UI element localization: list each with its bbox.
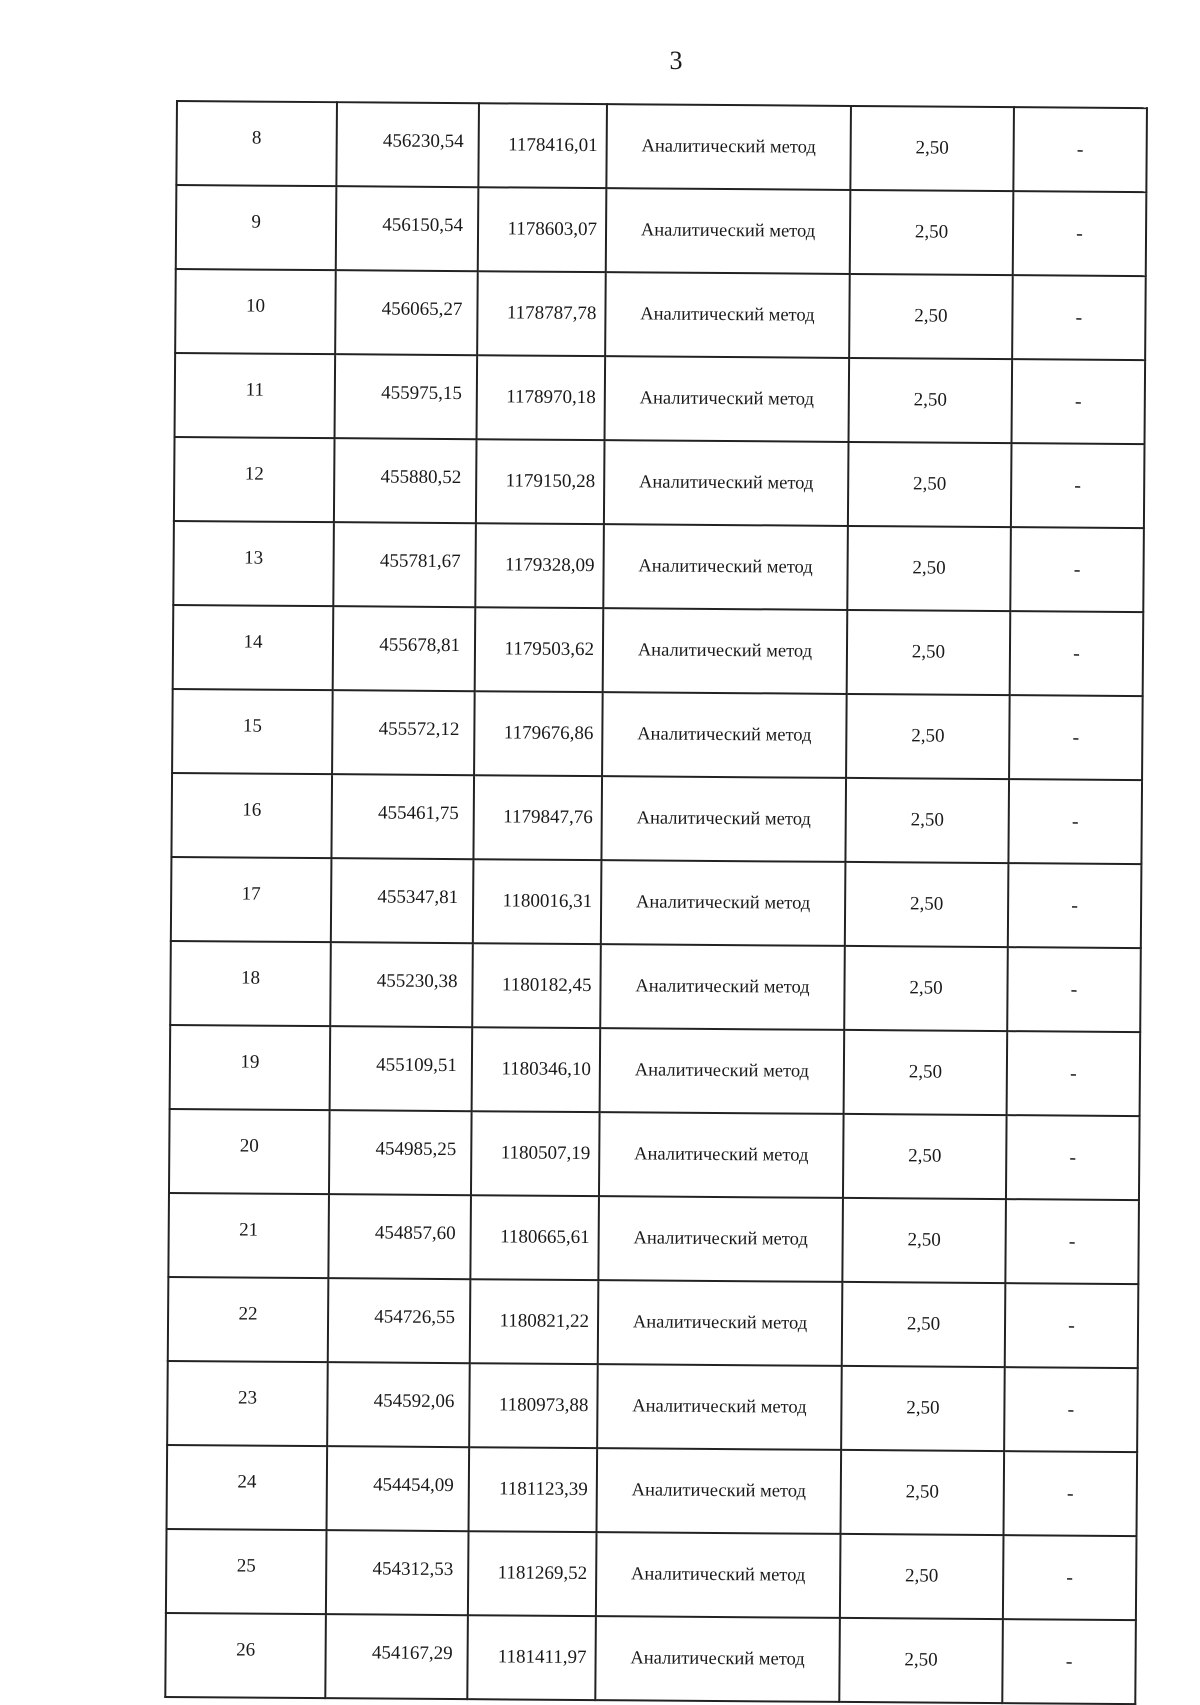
accuracy-cell: 2,50 — [839, 1618, 1003, 1703]
description-cell: - — [1010, 611, 1144, 696]
method-cell: Аналитический метод — [600, 1028, 845, 1114]
description-cell: - — [1002, 1619, 1136, 1704]
description-cell: - — [1009, 695, 1143, 780]
description-cell: - — [1008, 863, 1142, 948]
method-cell: Аналитический метод — [606, 188, 851, 274]
x-coordinate-cell: 454312,53 — [326, 1530, 469, 1615]
accuracy-cell: 2,50 — [845, 778, 1009, 863]
point-number-cell: 25 — [166, 1529, 327, 1614]
accuracy-cell: 2,50 — [843, 1114, 1007, 1199]
x-coordinate-cell: 454592,06 — [327, 1362, 470, 1447]
y-coordinate-cell: 1179847,76 — [473, 775, 602, 860]
table-row — [168, 1193, 1139, 1284]
accuracy-cell: 2,50 — [842, 1282, 1006, 1367]
y-coordinate-cell: 1178970,18 — [477, 355, 606, 440]
description-cell: - — [1007, 1031, 1141, 1116]
point-number-cell: 22 — [168, 1277, 329, 1362]
table-row — [176, 101, 1147, 192]
table-row — [176, 185, 1147, 276]
x-coordinate-cell: 456230,54 — [336, 102, 479, 187]
point-number-cell: 8 — [176, 101, 337, 186]
description-cell: - — [1010, 527, 1144, 612]
description-cell: - — [1004, 1451, 1138, 1536]
method-cell: Аналитический метод — [606, 104, 851, 190]
method-cell: Аналитический метод — [598, 1196, 843, 1282]
y-coordinate-cell: 1180346,10 — [472, 1027, 601, 1112]
description-cell: - — [1004, 1367, 1138, 1452]
table-row — [175, 269, 1146, 360]
y-coordinate-cell: 1178603,07 — [478, 187, 607, 272]
point-number-cell: 23 — [167, 1361, 328, 1446]
page-number: 3 — [669, 46, 683, 75]
y-coordinate-cell: 1179150,28 — [476, 439, 605, 524]
table-row — [167, 1445, 1138, 1536]
y-coordinate-cell: 1180507,19 — [471, 1111, 600, 1196]
description-cell: - — [1008, 779, 1142, 864]
table-row — [169, 1109, 1140, 1200]
x-coordinate-cell: 455461,75 — [331, 774, 474, 859]
description-cell: - — [1007, 947, 1141, 1032]
description-cell: - — [1012, 359, 1146, 444]
table-row — [173, 521, 1144, 612]
description-cell: - — [1005, 1283, 1139, 1368]
x-coordinate-cell: 455572,12 — [332, 690, 475, 775]
method-cell: Аналитический метод — [599, 1112, 844, 1198]
point-number-cell: 24 — [167, 1445, 328, 1530]
point-number-cell: 26 — [165, 1613, 326, 1698]
x-coordinate-cell: 455880,52 — [334, 438, 477, 523]
x-coordinate-cell: 455975,15 — [335, 354, 478, 439]
method-cell: Аналитический метод — [597, 1448, 842, 1534]
x-coordinate-cell: 454726,55 — [328, 1278, 471, 1363]
table-row — [171, 773, 1142, 864]
table-row — [175, 353, 1146, 444]
description-cell: - — [1013, 107, 1147, 192]
description-cell: - — [1013, 191, 1147, 276]
method-cell: Аналитический метод — [595, 1616, 840, 1702]
y-coordinate-cell: 1179328,09 — [475, 523, 604, 608]
method-cell: Аналитический метод — [601, 860, 846, 946]
x-coordinate-cell: 454167,29 — [325, 1614, 468, 1699]
y-coordinate-cell: 1180821,22 — [470, 1279, 599, 1364]
method-cell: Аналитический метод — [600, 944, 845, 1030]
accuracy-cell: 2,50 — [845, 862, 1009, 947]
method-cell: Аналитический метод — [601, 776, 846, 862]
point-number-cell: 12 — [174, 437, 335, 522]
table-row — [170, 941, 1141, 1032]
accuracy-cell: 2,50 — [844, 946, 1008, 1031]
point-number-cell: 14 — [173, 605, 334, 690]
x-coordinate-cell: 454985,25 — [329, 1110, 472, 1195]
table-row — [172, 689, 1143, 780]
description-cell: - — [1003, 1535, 1137, 1620]
method-cell: Аналитический метод — [604, 440, 849, 526]
point-number-cell: 16 — [171, 773, 332, 858]
method-cell: Аналитический метод — [598, 1280, 843, 1366]
accuracy-cell: 2,50 — [850, 106, 1014, 191]
y-coordinate-cell: 1178416,01 — [478, 103, 607, 188]
method-cell: Аналитический метод — [603, 524, 848, 610]
description-cell: - — [1006, 1115, 1140, 1200]
point-number-cell: 17 — [171, 857, 332, 942]
accuracy-cell: 2,50 — [848, 442, 1012, 527]
table-row — [167, 1361, 1138, 1452]
point-number-cell: 13 — [173, 521, 334, 606]
point-number-cell: 11 — [175, 353, 336, 438]
x-coordinate-cell: 455678,81 — [333, 606, 476, 691]
y-coordinate-cell: 1181411,97 — [467, 1615, 596, 1700]
x-coordinate-cell: 454454,09 — [327, 1446, 470, 1531]
description-cell: - — [1011, 443, 1145, 528]
coordinates-table-body — [165, 101, 1147, 1704]
point-number-cell: 15 — [172, 689, 333, 774]
x-coordinate-cell: 455347,81 — [331, 858, 474, 943]
method-cell: Аналитический метод — [603, 608, 848, 694]
y-coordinate-cell: 1179503,62 — [475, 607, 604, 692]
coordinates-table — [164, 100, 1148, 1705]
accuracy-cell: 2,50 — [850, 190, 1014, 275]
y-coordinate-cell: 1180973,88 — [469, 1363, 598, 1448]
table-row — [165, 1613, 1136, 1704]
y-coordinate-cell: 1178787,78 — [477, 271, 606, 356]
accuracy-cell: 2,50 — [841, 1450, 1005, 1535]
accuracy-cell: 2,50 — [844, 1030, 1008, 1115]
accuracy-cell: 2,50 — [841, 1366, 1005, 1451]
method-cell: Аналитический метод — [596, 1532, 841, 1618]
description-cell: - — [1005, 1199, 1139, 1284]
point-number-cell: 21 — [168, 1193, 329, 1278]
x-coordinate-cell: 455109,51 — [330, 1026, 473, 1111]
method-cell: Аналитический метод — [602, 692, 847, 778]
y-coordinate-cell: 1180665,61 — [470, 1195, 599, 1280]
description-cell: - — [1012, 275, 1146, 360]
accuracy-cell: 2,50 — [849, 358, 1013, 443]
y-coordinate-cell: 1179676,86 — [474, 691, 603, 776]
point-number-cell: 19 — [170, 1025, 331, 1110]
point-number-cell: 18 — [170, 941, 331, 1026]
point-number-cell: 10 — [175, 269, 336, 354]
table-row — [170, 1025, 1141, 1116]
table-row — [166, 1529, 1137, 1620]
point-number-cell: 20 — [169, 1109, 330, 1194]
y-coordinate-cell: 1181269,52 — [468, 1531, 597, 1616]
accuracy-cell: 2,50 — [842, 1198, 1006, 1283]
accuracy-cell: 2,50 — [846, 694, 1010, 779]
x-coordinate-cell: 455781,67 — [333, 522, 476, 607]
point-number-cell: 9 — [176, 185, 337, 270]
accuracy-cell: 2,50 — [847, 610, 1011, 695]
accuracy-cell: 2,50 — [847, 526, 1011, 611]
x-coordinate-cell: 455230,38 — [330, 942, 473, 1027]
accuracy-cell: 2,50 — [840, 1534, 1004, 1619]
table-row — [174, 437, 1145, 528]
x-coordinate-cell: 454857,60 — [328, 1194, 471, 1279]
x-coordinate-cell: 456065,27 — [335, 270, 478, 355]
y-coordinate-cell: 1180182,45 — [472, 943, 601, 1028]
table-row — [173, 605, 1144, 696]
method-cell: Аналитический метод — [605, 272, 850, 358]
x-coordinate-cell: 456150,54 — [336, 186, 479, 271]
accuracy-cell: 2,50 — [849, 274, 1013, 359]
y-coordinate-cell: 1180016,31 — [473, 859, 602, 944]
method-cell: Аналитический метод — [597, 1364, 842, 1450]
method-cell: Аналитический метод — [605, 356, 850, 442]
table-row — [168, 1277, 1139, 1368]
y-coordinate-cell: 1181123,39 — [469, 1447, 598, 1532]
table-row — [171, 857, 1142, 948]
